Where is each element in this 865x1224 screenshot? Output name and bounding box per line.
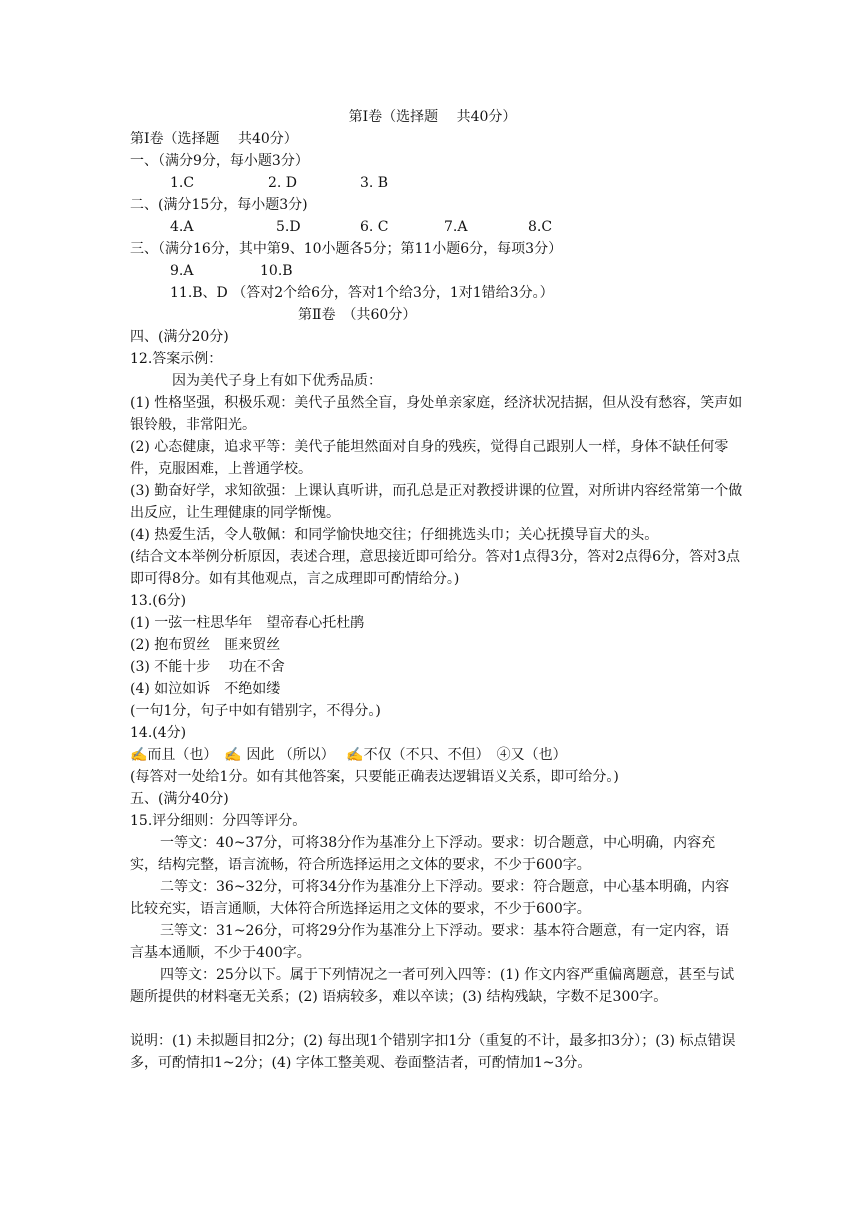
part1-heading: 第Ⅰ卷（选择题 共40分） [130,131,298,147]
answer-item: 1.C [170,175,195,191]
section1-heading: 一、（满分9分，每小题3分） [130,153,309,169]
q12-intro: 因为美代子身上有如下优秀品质： [172,373,382,389]
section3-heading: 三、（满分16分，其中第9、10小题各5分；第11小题6分，每项3分） [130,241,563,257]
q13-note: (一句1分，句子中如有错别字，不得分。) [130,703,381,719]
q13-line-3: (3) 不能十步 功在不舍 [130,659,285,675]
answer-item: 6. C [360,219,389,235]
q12-point-1: (1) 性格坚强，积极乐观：美代子虽然全盲，身处单亲家庭，经济状况拮据，但从没有愁容，笑声如银铃般，非常阳光。 [130,395,743,433]
q12-note: (结合文本举例分析原因，表述合理，意思接近即可给分。答对1点得3分，答对2点得6分，答对3点即可得8分。如有其他观点，言之成理即可酌情给分。) [130,549,740,587]
section1-answers [170,172,765,194]
answer-item: 7.A [444,219,468,235]
q15-grade-3: 三等文：31~26分，可将29分作为基准分上下浮动。要求：基本符合题意，有一定内容，语言基本通顺，不少于400字。 [130,923,730,961]
q14-title: 14.(4分) [130,725,187,741]
section5-heading: 五、(满分40分) [130,791,229,807]
answer-item: 5.D [276,219,301,235]
answer-item: 3. B [360,175,389,191]
section4-heading: 四、(满分20分) [130,329,229,345]
q12-point-3: (3) 勤奋好学，求知欲强：上课认真听讲，而孔总是正对教授讲课的位置，对所讲内容经常第一个做出反应，让生理健康的同学惭愧。 [130,483,743,521]
q11-answer: 11.B、D （答对2个给6分，答对1个给3分，1对1错给3分。） [170,285,554,301]
section3-answers [170,260,765,282]
part2-heading: 第Ⅱ卷 （共60分） [298,307,417,323]
q13-line-1: (1) 一弦一柱思华年 望帝春心托杜鹃 [130,615,365,631]
q15-grade-2: 二等文：36~32分，可将34分作为基准分上下浮动。要求：符合题意，中心基本明确，内容比较充实，语言通顺，大体符合所选择运用之文体的要求，不少于600字。 [130,879,730,917]
q13-title: 13.(6分) [130,593,187,609]
q15-title: 15.评分细则：分四等评分。 [130,813,307,829]
answer-item: 2. D [268,175,298,191]
q13-line-2: (2) 抱布贸丝 匪来贸丝 [130,637,281,653]
page-title: 第Ⅰ卷（选择题 共40分） [348,109,517,125]
q15-grade-1: 一等文：40~37分，可将38分作为基准分上下浮动。要求：切合题意，中心明确，内容充实，结构完整，语言流畅，符合所选择运用之文体的要求，不少于600字。 [130,835,716,873]
answer-item: 4.A [170,219,194,235]
section2-heading: 二、(满分15分，每小题3分) [130,197,308,213]
q13-line-4: (4) 如泣如诉 不绝如缕 [130,681,281,697]
q15-explanation: 说明：(1) 未拟题目扣2分；(2) 每出现1个错别字扣1分（重复的不计，最多扣3分）；(3) 标点错误多，可酌情扣1~2分；(4) 字体工整美观、卷面整洁者，可酌情加1~3分。 [130,1033,736,1071]
q12-title: 12.答案示例： [130,351,223,367]
q14-note: (每答对一处给1分。如有其他答案，只要能正确表达逻辑语义关系，即可给分。) [130,769,619,785]
q12-point-4: (4) 热爱生活，令人敬佩：和同学愉快地交往；仔细挑选头巾；关心抚摸导盲犬的头。 [130,527,659,543]
q15-grade-4: 四等文：25分以下。属于下列情况之一者可列入四等：(1) 作文内容严重偏离题意，甚至与试题所提供的材料毫无关系；(2) 语病较多，难以卒读；(3) 结构残缺，字数不足300字。 [130,967,735,1005]
q12-point-2: (2) 心态健康，追求平等：美代子能坦然面对自身的残疾，觉得自己跟别人一样，身体不缺任何零件，克服困难，上普通学校。 [130,439,729,477]
answer-item: 8.C [528,219,553,235]
section2-answers [170,216,765,238]
answer-item: 10.B [260,263,293,279]
q14-answers: ✍而且（也） ✍ 因此 （所以） ✍不仅（不只、不但） ④又（也） [130,747,567,763]
answer-item: 9.A [170,263,194,279]
